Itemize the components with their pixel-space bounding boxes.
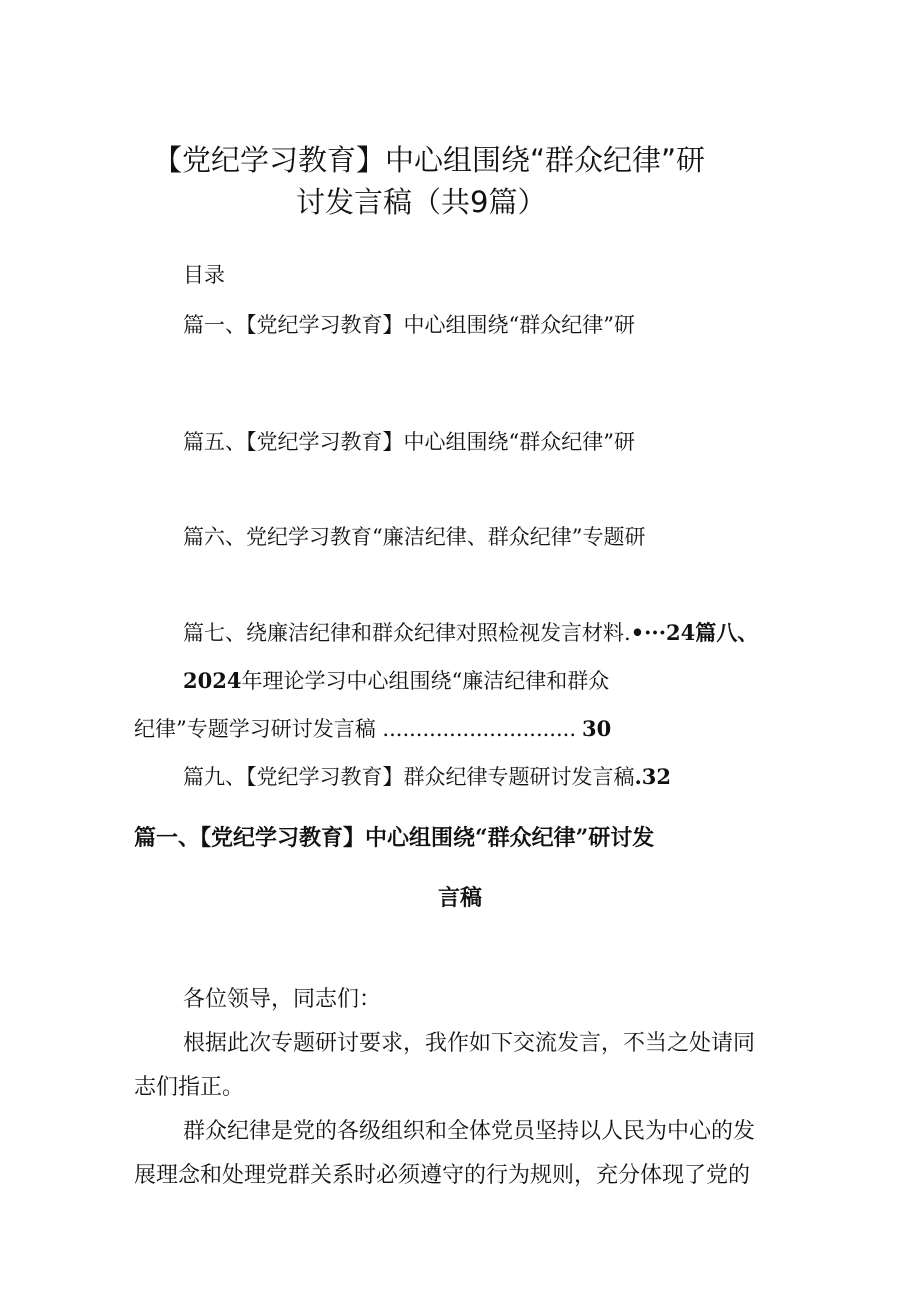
toc-entry-8-continued[interactable] bbox=[134, 714, 611, 744]
toc-entry-leader: ............................. bbox=[375, 717, 577, 741]
toc-entry-7[interactable] bbox=[183, 618, 758, 648]
toc-entry-text: 篇七、绕廉洁纪律和群众纪律对照检视发言材料. bbox=[183, 621, 631, 645]
toc-entry-text: 纪律”专题学习研讨发言稿 bbox=[134, 717, 376, 741]
toc-entry-page: 30 bbox=[582, 716, 612, 741]
toc-entry-page: .32 bbox=[634, 764, 672, 789]
toc-entry-text: 篇一、【党纪学习教育】中心组围绕“群众纪律”研 bbox=[183, 313, 635, 337]
section-title-line-2: 言稿 bbox=[438, 885, 483, 911]
toc-heading: 目录 bbox=[183, 263, 225, 287]
toc-entry-text: 年理论学习中心组围绕“廉洁纪律和群众 bbox=[241, 669, 610, 693]
paragraph-2-line-1: 群众纪律是党的各级组织和全体党员坚持以人民为中心的发 bbox=[183, 1119, 756, 1144]
toc-entry-text: 篇九、【党纪学习教育】群众纪律专题研讨发言稿 bbox=[183, 765, 635, 789]
toc-entry-page: •···24篇八、 bbox=[630, 620, 759, 645]
document-title-line-1: 【党纪学习教育】中心组围绕“群众纪律”研 bbox=[153, 143, 706, 177]
paragraph-1-line-1: 根据此次专题研讨要求，我作如下交流发言，不当之处请同 bbox=[183, 1031, 756, 1056]
section-title-line-1: 篇一、【党纪学习教育】中心组围绕“群众纪律”研讨发 bbox=[134, 825, 655, 851]
toc-entry-text: 篇五、【党纪学习教育】中心组围绕“群众纪律”研 bbox=[183, 430, 635, 454]
salutation: 各位领导，同志们： bbox=[183, 987, 382, 1012]
toc-entry-text: 篇六、党纪学习教育“廉洁纪律、群众纪律”专题研 bbox=[183, 525, 646, 549]
toc-entry-year: 2024 bbox=[183, 668, 242, 693]
paragraph-1-line-2: 志们指正。 bbox=[134, 1075, 245, 1100]
toc-entry-1[interactable] bbox=[183, 310, 635, 340]
toc-entry-5[interactable] bbox=[183, 427, 635, 457]
toc-entry-8[interactable] bbox=[183, 666, 609, 696]
document-title-line-2: 讨发言稿（共9篇） bbox=[296, 185, 547, 219]
toc-entry-6[interactable] bbox=[183, 522, 645, 552]
paragraph-2-line-2: 展理念和处理党群关系时必须遵守的行为规则，充分体现了党的 bbox=[134, 1163, 751, 1188]
toc-entry-9[interactable] bbox=[183, 762, 671, 792]
